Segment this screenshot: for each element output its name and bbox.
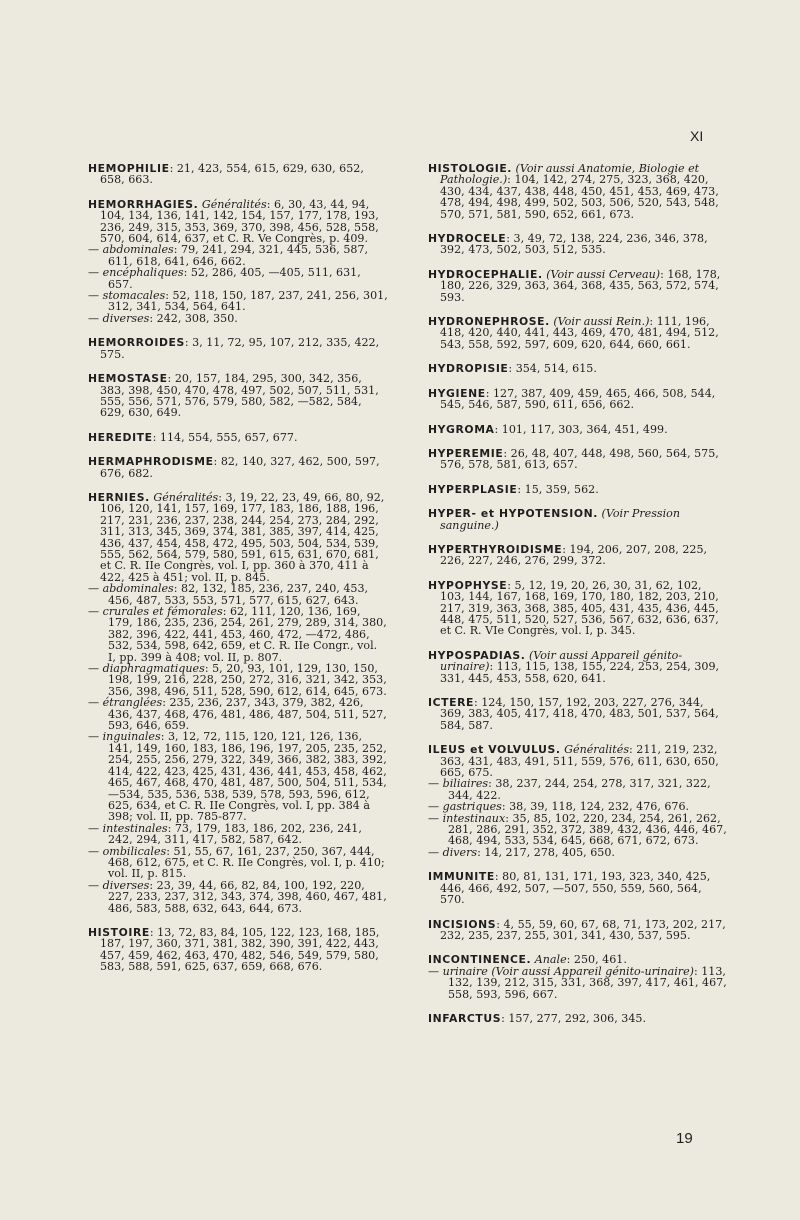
- entry-separator: :: [184, 336, 193, 350]
- sub-entry-page-refs: 73, 179, 183, 186, 202, 236, 241, 242, 294, 311, 417, 582, 587, 642.: [108, 821, 362, 847]
- sub-entry: — diverses: 23, 39, 44, 66, 82, 84, 100, 192, 220, 227, 233, 237, 312, 343, 374, 398, 460, 467, 481, 486, 583, 588, 632, 643, 644, 673.: [88, 878, 387, 915]
- entry-line: [88, 432, 388, 443]
- sub-entry-page-refs: 23, 39, 44, 66, 82, 84, 100, 192, 220, 227, 233, 237, 312, 343, 374, 398, 460, 467, 481, 486, 583, 588, 632, 643, 644, 673.: [108, 878, 387, 915]
- entry-line: [428, 544, 728, 567]
- entry-page-refs: 3, 49, 72, 138, 224, 236, 346, 378, 392, 473, 502, 503, 512, 535.: [440, 232, 708, 257]
- index-entry: [428, 163, 728, 220]
- sub-entry: — diverses: 242, 308, 350.: [88, 311, 238, 325]
- sub-entry: — étranglées: 235, 236, 237, 343, 379, 382, 426, 436, 437, 468, 476, 481, 486, 487, 504, 511, 527, 593, 646, 659.: [88, 696, 387, 733]
- entry-page-refs: 82, 140, 327, 462, 500, 597, 676, 682.: [100, 455, 380, 480]
- index-entry: [88, 456, 388, 479]
- entry-page-refs: 4, 55, 59, 60, 67, 68, 71, 173, 202, 217, 232, 235, 237, 255, 301, 341, 430, 537, 595.: [440, 917, 726, 942]
- entry-separator: :: [629, 743, 637, 757]
- entry-page-refs: 80, 81, 131, 171, 193, 323, 340, 425, 446, 466, 492, 507, —507, 550, 559, 560, 564, 570.: [440, 870, 711, 907]
- entry-page-refs: 20, 157, 184, 295, 300, 342, 356, 383, 398, 450, 470, 478, 497, 502, 507, 511, 531, 555, 556, 571, 576, 579, 580, 582, —582, 584, 629, 630, 649.: [100, 372, 379, 420]
- entry-line: [428, 484, 728, 495]
- entry-term: HYGROMA: [428, 422, 495, 436]
- index-entry: [428, 316, 728, 350]
- entry-term: IMMUNITE: [428, 870, 495, 884]
- entry-term: HYPERPLASIE: [428, 482, 518, 496]
- sub-entry: — abdominales: 82, 132, 185, 236, 237, 240, 453, 456, 487, 533, 553, 571, 577, 615, 627, 643.: [88, 582, 369, 607]
- entry-page-refs: 157, 277, 292, 306, 345.: [508, 1011, 646, 1025]
- page-number-top: XI: [690, 128, 704, 144]
- entry-separator: :: [496, 917, 504, 931]
- sub-entry: — diaphragmatiques: 5, 20, 93, 101, 129, 130, 150, 198, 199, 216, 228, 250, 272, 316, 321, 342, 353, 356, 398, 496, 511, 528, 590, 612, 614, 645, 673.: [88, 662, 387, 698]
- entry-page-refs: 6, 30, 43, 44, 94, 104, 134, 136, 141, 142, 154, 157, 177, 178, 193, 236, 249, 315, 353, 369, 370, 398, 456, 528, 558, 570, 604, 614, 637, et C. R. Ve Congrès, p. 409.: [100, 197, 379, 246]
- sub-entry-label: intestinaux: [442, 811, 506, 825]
- sub-entry: — stomacales: 52, 118, 150, 187, 237, 241, 256, 301, 312, 341, 534, 564, 641.: [88, 289, 388, 314]
- entry-term: HERMAPHRODISME: [88, 455, 214, 469]
- entry-term: ICTERE: [428, 696, 474, 709]
- entry-separator: :: [494, 870, 503, 884]
- entry-page-refs: 194, 206, 207, 208, 225, 226, 227, 246, 276, 299, 372.: [440, 542, 708, 568]
- sub-entry-page-refs: 35, 85, 102, 220, 234, 254, 261, 262, 281, 286, 291, 352, 372, 389, 432, 436, 446, 467, 468, 494, 533, 534, 645, 668, 671, 672, 673.: [448, 811, 727, 848]
- index-entry: [428, 919, 728, 942]
- entry-label: Généralités: [201, 197, 267, 211]
- entry-label: Anale: [534, 953, 567, 967]
- sub-entry-page-refs: 82, 132, 185, 236, 237, 240, 453, 456, 487, 533, 553, 571, 577, 615, 627, 643.: [108, 582, 369, 607]
- index-entry: [428, 269, 728, 303]
- entry-term: HEMORROIDES: [88, 336, 185, 350]
- index-entry: [428, 448, 728, 471]
- entry-label: Généralités: [153, 490, 219, 504]
- entry-see-also: (Voir aussi Anatomie, Biologie et Pathologie.): [440, 162, 700, 187]
- sub-entry-label: crurales et fémorales: [102, 605, 223, 618]
- entry-line: [428, 697, 728, 731]
- entry-term: HYDROPISIE: [428, 362, 509, 376]
- entry-separator: :: [506, 232, 514, 246]
- index-entry: [428, 424, 728, 435]
- index-entry: [88, 199, 388, 324]
- entry-term: HYPEREMIE: [428, 446, 504, 460]
- entry-separator: :: [501, 1011, 509, 1025]
- entry-line: [428, 233, 728, 256]
- sub-entry-label: urinaire (Voir aussi Appareil génito-urinaire): [442, 964, 694, 978]
- index-entry: [428, 363, 728, 374]
- entry-page-refs: 21, 423, 554, 615, 629, 630, 652, 658, 663.: [100, 162, 364, 187]
- sub-entry-page-refs: 79, 241, 294, 321, 445, 536, 587, 611, 618, 641, 646, 662.: [108, 243, 369, 268]
- entry-see-also: (Voir aussi Cerveau): [546, 267, 661, 281]
- index-entry: [428, 484, 728, 495]
- sub-entry: — intestinales: 73, 179, 183, 186, 202, 236, 241, 242, 294, 311, 417, 582, 587, 642.: [88, 821, 362, 847]
- entry-line: [428, 363, 728, 374]
- entry-see-also: (Voir aussi Appareil génito-urinaire): [440, 648, 683, 674]
- entry-term: HYDRONEPHROSE.: [428, 315, 550, 329]
- entry-line: [428, 448, 728, 471]
- entry-term: HERNIES.: [88, 490, 150, 504]
- sub-entry: — gastriques: 38, 39, 118, 124, 232, 476, 676.: [428, 800, 690, 814]
- index-entry: [428, 650, 728, 684]
- entry-page-refs: 13, 72, 83, 84, 105, 122, 123, 168, 185, 187, 197, 360, 371, 381, 382, 390, 391, 422, 443, 457, 459, 462, 463, 470, 482, 546, 549, 579, 580, 583, 588, 591, 625, 637, 659, 668, 676.: [100, 925, 380, 974]
- entry-separator: :: [485, 386, 493, 400]
- entry-line: [428, 316, 728, 350]
- entry-line: [428, 744, 728, 778]
- sub-entry-page-refs: 52, 118, 150, 187, 237, 241, 256, 301, 312, 341, 534, 564, 641.: [108, 289, 388, 314]
- entry-term: HISTOLOGIE.: [428, 162, 513, 175]
- entry-page-refs: 111, 196, 418, 420, 440, 441, 443, 469, 470, 481, 494, 512, 543, 558, 592, 597, 609, 620, 644, 660, 661.: [440, 315, 719, 351]
- entry-page-refs: 3, 19, 22, 23, 49, 66, 80, 92, 106, 120, 141, 157, 169, 177, 183, 186, 188, 196, 217, 231, 236, 237, 238, 244, 254, 273, 284, 292, 311, 313, 345, 369, 374, 381, 385, 397, 414, 425, 436, 437, 454, 458, 472, 495, 503, 504, 534, 539, 555, 562, 564, 579, 580, 591, 615, 631, 670, 681, et C. R. IIe Congrès, vol. I, pp. 360 à 370, 411 à 422, 425 à 451; vol. II, p. 845.: [100, 490, 385, 584]
- entry-line: [428, 580, 728, 637]
- entry-separator: :: [167, 372, 175, 386]
- sub-entry-page-refs: 5, 20, 93, 101, 129, 130, 150, 198, 199, 216, 228, 250, 272, 316, 321, 342, 353, 356, 398, 496, 511, 528, 590, 612, 614, 645, 673.: [108, 662, 387, 698]
- index-entry: [88, 337, 388, 360]
- sub-entry-label: inguinales: [102, 730, 161, 744]
- entry-term: HEMOSTASE: [88, 372, 168, 386]
- entry-see-also: (Voir aussi Rein.): [553, 315, 650, 329]
- entry-term: HYGIENE: [428, 386, 486, 400]
- entry-separator: :: [562, 542, 570, 556]
- sub-entry-label: ombilicales: [102, 844, 167, 858]
- sub-entry-label: stomacales: [102, 289, 166, 303]
- entry-separator: :: [508, 362, 516, 376]
- sub-entry-page-refs: 38, 39, 118, 124, 232, 476, 676.: [509, 800, 690, 814]
- sub-entry-label: divers: [442, 845, 478, 859]
- index-entry: [428, 697, 728, 731]
- entry-page-refs: 101, 117, 303, 364, 451, 499.: [501, 422, 668, 436]
- entry-term: HYDROCELE: [428, 232, 507, 246]
- entry-label: Généralités: [564, 743, 630, 757]
- index-entry: [428, 871, 728, 905]
- entry-separator: :: [517, 482, 525, 496]
- index-entry: [88, 492, 388, 914]
- page-number-bottom: 19: [676, 1130, 693, 1147]
- entry-separator: :: [507, 173, 515, 187]
- index-entry: [88, 432, 388, 443]
- entry-page-refs: 114, 554, 555, 657, 677.: [159, 430, 298, 444]
- sub-entry: — divers: 14, 217, 278, 405, 650.: [428, 845, 615, 859]
- entry-line: [428, 1013, 728, 1024]
- entry-term: HEMORRHAGIES.: [88, 197, 199, 211]
- index-entry: [428, 388, 728, 411]
- entry-separator: :: [494, 422, 502, 436]
- sub-entry-label: gastriques: [442, 800, 502, 814]
- sub-entry-label: encéphaliques: [102, 266, 184, 280]
- entry-line: [428, 919, 728, 942]
- sub-entry: — urinaire (Voir aussi Appareil génito-urinaire): 113, 132, 139, 212, 315, 331, 368, 397, 417, 461, 467, 558, 593, 596, 667.: [428, 964, 727, 1001]
- entry-line: [428, 508, 728, 531]
- entry-page-refs: 354, 514, 615.: [515, 362, 597, 376]
- index-entry: [428, 508, 728, 531]
- entry-separator: :: [218, 490, 226, 504]
- entry-term: HEREDITE: [88, 430, 153, 444]
- entry-page-refs: 211, 219, 232, 363, 431, 483, 491, 511, 559, 576, 611, 630, 650, 665, 675.: [440, 743, 719, 780]
- entry-separator: :: [152, 430, 160, 444]
- entry-line: [88, 373, 388, 419]
- entry-separator: :: [169, 162, 177, 175]
- entry-term: HYPOPHYSE: [428, 578, 508, 592]
- entry-page-refs: 26, 48, 407, 448, 498, 560, 564, 575, 576, 578, 581, 613, 657.: [440, 446, 719, 472]
- sub-entry: — crurales et fémorales: 62, 111, 120, 136, 169, 179, 186, 235, 236, 254, 261, 279, 289, 314, 380, 382, 396, 422, 441, 453, 460, 472, —472, 486, 532, 534, 598, 642, 659, et C. R. IIe Congr., vol. I, pp. 399 à 408; vol. II, p. 807.: [88, 605, 387, 664]
- entry-term: HYDROCEPHALIE.: [428, 267, 543, 281]
- entry-separator: :: [266, 197, 274, 211]
- entry-line: [428, 871, 728, 905]
- index-entry: [88, 163, 388, 186]
- entry-see-also: (Voir Pression sanguine.): [440, 507, 680, 532]
- entry-line: [428, 388, 728, 411]
- entry-separator: :: [503, 446, 511, 460]
- sub-entry-page-refs: 38, 237, 244, 254, 278, 317, 321, 322, 344, 422.: [448, 777, 711, 802]
- entry-separator: :: [660, 267, 668, 281]
- sub-entry-page-refs: 113, 132, 139, 212, 315, 331, 368, 397, 417, 461, 467, 558, 593, 596, 667.: [448, 964, 727, 1001]
- sub-entry: — abdominales: 79, 241, 294, 321, 445, 536, 587, 611, 618, 641, 646, 662.: [88, 243, 369, 268]
- entry-line: [428, 424, 728, 435]
- sub-entry: — inguinales: 3, 12, 72, 115, 120, 121, 126, 136, 141, 149, 160, 183, 186, 196, 197, 205, 235, 252, 254, 255, 256, 279, 322, 349, 366, 382, 383, 392, 414, 422, 423, 425, 431, 436, 441, 453, 458, 462, 465, 467, 468, 470, 481, 487, 500, 504, 511, 534, —534, 535, 536, 538, 539, 578, 593, 596, 612, 625, 634, et C. R. IIe Congrès, vol. I, pp. 384 à 398; vol. II, pp. 785-877.: [88, 730, 387, 824]
- entry-page-refs: 127, 387, 409, 459, 465, 466, 508, 544, 545, 546, 587, 590, 611, 656, 662.: [440, 386, 716, 412]
- entry-line: [428, 650, 728, 684]
- sub-entry-label: biliaires: [442, 777, 489, 791]
- entry-term: HISTOIRE: [88, 925, 150, 939]
- sub-entry: — ombilicales: 51, 55, 67, 161, 237, 250, 367, 444, 468, 612, 675, et C. R. IIe Congrès, vol. I, p. 410; vol. II, p. 815.: [88, 844, 385, 881]
- sub-entry-page-refs: 14, 217, 278, 405, 650.: [484, 845, 615, 859]
- left-column: [88, 163, 388, 986]
- sub-entry-label: abdominales: [102, 243, 174, 257]
- sub-entry-page-refs: 235, 236, 237, 343, 379, 382, 426, 436, 437, 468, 476, 481, 486, 487, 504, 511, 527, 593, 646, 659.: [108, 696, 387, 733]
- sub-entry-label: diverses: [102, 878, 150, 892]
- entry-separator: :: [649, 315, 657, 329]
- entry-separator: :: [507, 578, 515, 592]
- entry-line: [88, 163, 388, 186]
- entry-line: [88, 492, 388, 583]
- entry-separator: :: [149, 925, 158, 939]
- sub-entry: — biliaires: 38, 237, 244, 254, 278, 317, 321, 322, 344, 422.: [428, 777, 711, 802]
- entry-page-refs: 15, 359, 562.: [524, 482, 599, 496]
- sub-entry: — encéphaliques: 52, 286, 405, —405, 511, 631, 657.: [88, 266, 361, 291]
- index-entry: [428, 954, 728, 1000]
- entry-term: HYPERTHYROIDISME: [428, 542, 563, 556]
- index-entry: [428, 233, 728, 256]
- entry-line: [428, 163, 728, 220]
- sub-entry: — intestinaux: 35, 85, 102, 220, 234, 254, 261, 262, 281, 286, 291, 352, 372, 389, 432, 436, 446, 467, 468, 494, 533, 534, 645, 668, 671, 672, 673.: [428, 811, 727, 848]
- sub-entry-label: diaphragmatiques: [102, 662, 205, 676]
- index-entry: [428, 744, 728, 858]
- entry-term: HEMOPHILIE: [88, 162, 170, 175]
- entry-separator: :: [473, 696, 482, 709]
- entry-page-refs: 113, 115, 138, 155, 224, 253, 254, 309, 331, 445, 453, 558, 620, 641.: [440, 660, 720, 685]
- entry-separator: :: [213, 455, 221, 469]
- entry-term: HYPOSPADIAS.: [428, 648, 526, 662]
- right-column: [428, 163, 728, 1037]
- entry-term: INCONTINENCE.: [428, 953, 532, 967]
- entry-term: INCISIONS: [428, 917, 497, 931]
- index-entry: [88, 373, 388, 419]
- index-entry: [428, 580, 728, 637]
- sub-entry-label: étranglées: [102, 696, 163, 710]
- sub-entry-label: intestinales: [102, 821, 168, 835]
- entry-line: [88, 199, 388, 245]
- entry-page-refs: 3, 11, 72, 95, 107, 212, 335, 422, 575.: [100, 336, 380, 361]
- entry-separator: :: [489, 660, 497, 674]
- sub-entry-label: abdominales: [102, 582, 174, 596]
- index-entry: [428, 1013, 728, 1024]
- entry-page-refs: 168, 178, 180, 226, 329, 363, 364, 368, 435, 563, 572, 574, 593.: [440, 267, 721, 304]
- entry-page-refs: 5, 12, 19, 20, 26, 30, 31, 62, 102, 103, 144, 167, 168, 169, 170, 180, 182, 203, 210, 217, 319, 363, 368, 385, 405, 431, 435, 436, 445, 448, 475, 511, 520, 527, 536, 567, 632, 636, 637, et C. R. VIe Congrès, vol. I, p. 345.: [440, 578, 719, 638]
- entry-line: [88, 337, 388, 360]
- entry-line: [428, 269, 728, 303]
- entry-term: HYPER- et HYPOTENSION.: [428, 507, 598, 521]
- sub-entry-page-refs: 51, 55, 67, 161, 237, 250, 367, 444, 468, 612, 675, et C. R. IIe Congrès, vol. I, p. 410; vol. II, p. 815.: [108, 844, 385, 881]
- index-entry: [88, 927, 388, 973]
- entry-page-refs: 104, 142, 274, 275, 323, 368, 420, 430, 434, 437, 438, 448, 450, 451, 453, 469, 473, 478, 494, 498, 499, 502, 503, 506, 520, 543, 548, 570, 571, 581, 590, 652, 661, 673.: [440, 173, 719, 221]
- sub-entry-page-refs: 62, 111, 120, 136, 169, 179, 186, 235, 236, 254, 261, 279, 289, 314, 380, 382, 396, 422, 441, 453, 460, 472, —472, 486, 532, 534, 598, 642, 659, et C. R. IIe Congr., vol. I, pp. 399 à 408; vol. II, p. 807.: [108, 605, 387, 664]
- entry-separator: :: [566, 953, 574, 967]
- sub-entry-page-refs: 52, 286, 405, —405, 511, 631, 657.: [108, 266, 361, 291]
- sub-entry-label: diverses: [102, 311, 150, 325]
- entry-term: ILEUS et VOLVULUS.: [428, 743, 561, 757]
- index-entry: [428, 544, 728, 567]
- sub-entry-page-refs: 242, 308, 350.: [156, 311, 238, 325]
- entry-line: [88, 456, 388, 479]
- entry-page-refs: 124, 150, 157, 192, 203, 227, 276, 344, 369, 383, 405, 417, 418, 470, 483, 501, 537, 564, 584, 587.: [440, 696, 719, 732]
- sub-entry-page-refs: 3, 12, 72, 115, 120, 121, 126, 136, 141, 149, 160, 183, 186, 196, 197, 205, 235, 252, 254, 255, 256, 279, 322, 349, 366, 382, 383, 392, 414, 422, 423, 425, 431, 436, 441, 453, 458, 462, 465, 467, 468, 470, 481, 487, 500, 504, 511, 534, —534, 535, 536, 538, 539, 578, 593, 596, 612, 625, 634, et C. R. IIe Congrès, vol. I, pp. 384 à 398; vol. II, pp. 785-877.: [108, 730, 387, 824]
- entry-page-refs: 250, 461.: [573, 953, 627, 967]
- entry-line: [88, 927, 388, 973]
- entry-term: INFARCTUS: [428, 1011, 502, 1025]
